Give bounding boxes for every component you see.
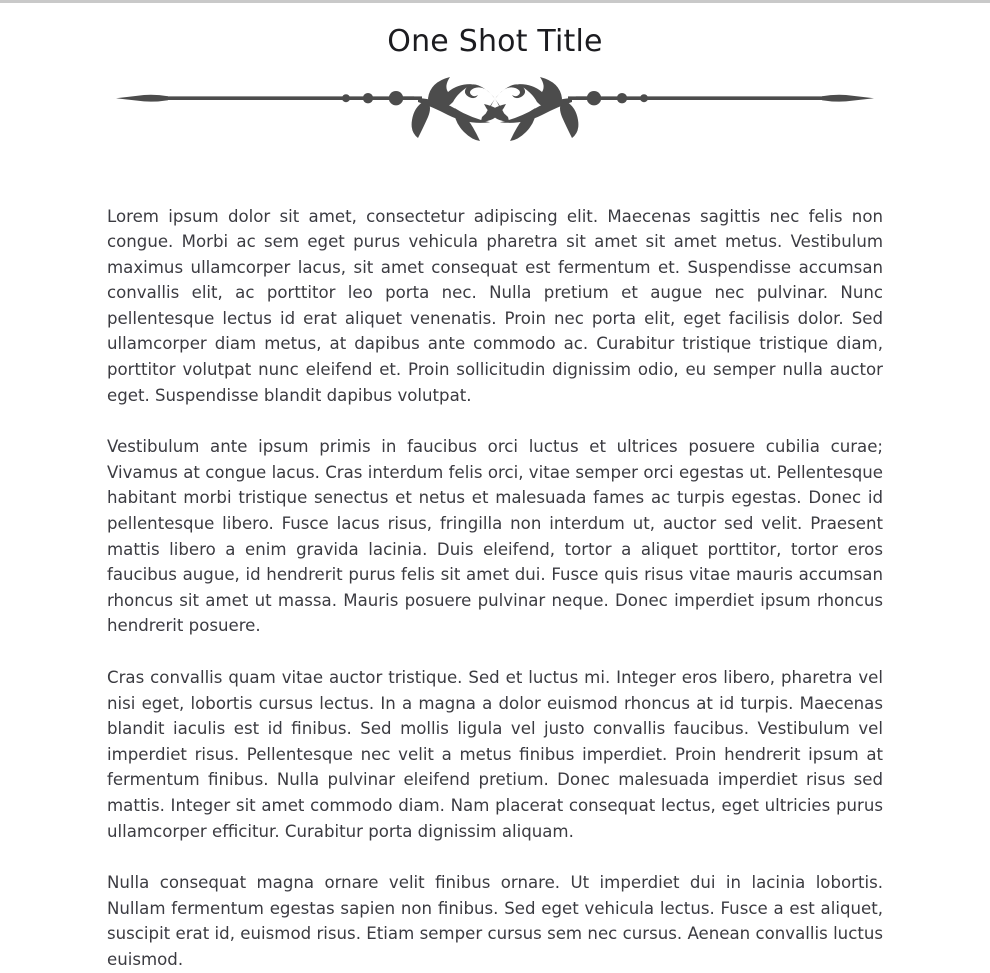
page-title: One Shot Title [387, 24, 603, 59]
body-paragraph: Cras convallis quam vitae auctor tristique. Sed et luctus mi. Integer eros libero, pharetra vel nisi eget, lobortis cursus lectus. In a magna a dolor euismod rhoncus at id turpis. Maecenas blandit iaculis est id finibus. Sed mollis ligula vel justo convallis faucibus. Vestibulum vel imperdiet risus. Pellentesque nec velit a metus finibus imperdiet. Proin hendrerit ipsum at fermentum finibus. Nulla pulvinar eleifend pretium. Donec malesuada imperdiet risus sed mattis. Integer sit amet commodo diam. Nam placerat consequat lectus, eget ultricies purus ullamcorper efficitur. Curabitur porta dignissim aliquam. [107, 668, 883, 841]
body-paragraph: Lorem ipsum dolor sit amet, consectetur adipiscing elit. Maecenas sagittis nec felis non congue. Morbi ac sem eget purus vehicula pharetra sit amet sit amet metus. Vestibulum maximus ullamcorper lacus, sit amet consequat est fermentum et. Suspendisse accumsan convallis elit, ac porttitor leo porta nec. Nulla pretium et augue nec pulvinar. Nunc pellentesque lectus id erat aliquet venenatis. Proin nec porta elit, eget facilisis dolor. Sed ullamcorper diam metus, at dapibus ante commodo ac. Curabitur tristique tristique diam, porttitor volutpat nunc eleifend et. Proin sollicitudin dignissim odio, eu semper nulla auctor eget. Suspendisse blandit dapibus volutpat. [107, 206, 883, 405]
document-body [107, 142, 883, 973]
body-paragraph: Vestibulum ante ipsum primis in faucibus orci luctus et ultrices posuere cubilia curae; Vivamus at congue lacus. Cras interdum felis orci, vitae semper orci egestas ut. Pellentesque habitant morbi tristique senectus et netus et malesuada fames ac turpis egestas. Donec id pellentesque libero. Fusce lacus risus, fringilla non interdum ut, auctor sed velit. Praesent mattis libero a enim gravida lacinia. Duis eleifend, tortor a aliquet porttitor, tortor eros faucibus augue, id hendrerit purus felis sit amet dui. Fusce quis risus vitae mauris accumsan rhoncus sit amet ut massa. Mauris posuere pulvinar neque. Donec imperdiet ipsum rhoncus hendrerit posuere. [107, 437, 883, 636]
body-paragraph: Nulla consequat magna ornare velit finibus ornare. Ut imperdiet dui in lacinia lobortis. Nullam fermentum egestas sapien non finibus. Sed eget vehicula lectus. Fusce a est aliquet, suscipit erat id, euismod risus. Etiam semper cursus sem nec cursus. Aenean convallis luctus euismod. [107, 873, 883, 969]
ornamental-divider [0, 60, 990, 142]
floral-ornament-divider-icon [110, 74, 880, 142]
